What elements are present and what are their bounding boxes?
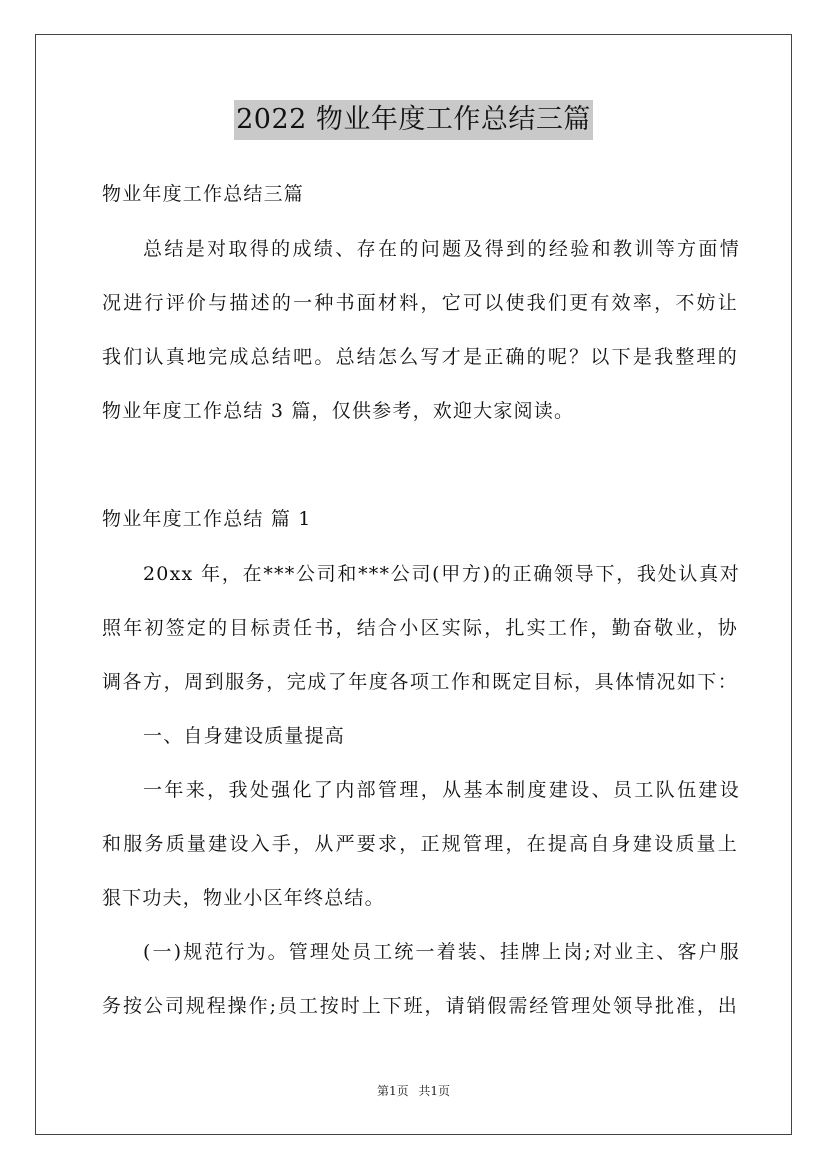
p3-line-2: 务按公司规程操作;员工按时上下班，请销假需经管理处领导批准，出 — [102, 995, 738, 1017]
page-total: 共1页 — [418, 1084, 451, 1098]
p3-line-1: (一)规范行为。管理处员工统一着装、挂牌上岗;对业主、客户服 — [143, 941, 740, 963]
intro-line-3: 我们认真地完成总结吧。总结怎么写才是正确的呢？以下是我整理的 — [102, 346, 738, 368]
p1-line-3: 调各方，周到服务，完成了年度各项工作和既定目标，具体情况如下： — [102, 671, 738, 693]
page-footer — [0, 1082, 827, 1099]
heading-1: 一、自身建设质量提高 — [143, 725, 346, 747]
p2-line-2: 和服务质量建设入手，从严要求，正规管理，在提高自身建设质量上 — [102, 833, 738, 855]
intro-line-4: 物业年度工作总结 3 篇，仅供参考，欢迎大家阅读。 — [102, 400, 575, 422]
subtitle: 物业年度工作总结三篇 — [102, 183, 305, 205]
p2-line-3: 狠下功夫，物业小区年终总结。 — [102, 887, 385, 909]
intro-line-1: 总结是对取得的成绩、存在的问题及得到的经验和教训等方面情 — [143, 238, 740, 260]
intro-line-2: 况进行评价与描述的一种书面材料，它可以使我们更有效率，不妨让 — [102, 292, 738, 314]
page-number: 第1页 — [376, 1084, 409, 1098]
p1-line-2: 照年初签定的目标责任书，结合小区实际，扎实工作，勤奋敬业，协 — [102, 617, 738, 639]
title-container — [0, 100, 827, 140]
p1-line-1: 20xx 年，在***公司和***公司(甲方)的正确领导下，我处认真对 — [143, 563, 740, 585]
section1-heading: 物业年度工作总结 篇 1 — [102, 508, 312, 530]
document-title: 2022 物业年度工作总结三篇 — [234, 100, 593, 140]
p2-line-1: 一年来，我处强化了内部管理，从基本制度建设、员工队伍建设 — [143, 779, 740, 801]
